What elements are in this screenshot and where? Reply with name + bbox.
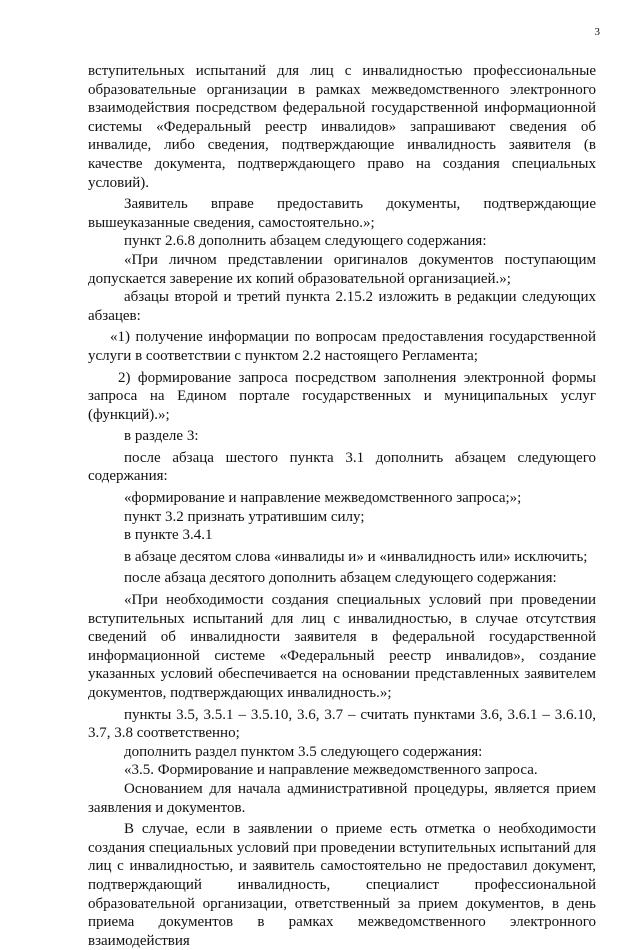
- paragraph: В случае, если в заявлении о приеме есть отметка о необходимости создания специальных условий при проведении вступительных испытаний для лиц с инвалидностью, и заявитель самостоятельно не предоставил документ, подтверждающий инвалидность, специалист профессиональной образовательной организации, ответственный за прием документов, в день приема документов в рамках межведомственного электронного взаимодействия: [88, 821, 596, 949]
- paragraph: «формирование и направление межведомственного запроса;»;: [124, 490, 522, 507]
- paragraph: дополнить раздел пунктом 3.5 следующего содержания:: [124, 743, 483, 760]
- paragraph: пункты 3.5, 3.5.1 – 3.5.10, 3.6, 3.7 – считать пунктами 3.6, 3.6.1 – 3.6.10, 3.7, 3.8 соответственно;: [88, 706, 596, 742]
- paragraph: «При личном представлении оригиналов документов поступающим допускается заверение их копий образовательной организацией.»;: [88, 251, 596, 287]
- paragraph: в разделе 3:: [124, 428, 199, 445]
- paragraph: Заявитель вправе предоставить документы, подтверждающие вышеуказанные сведения, самостоятельно.»;: [88, 196, 596, 231]
- paragraph: «3.5. Формирование и направление межведомственного запроса.: [124, 762, 538, 779]
- paragraph: «1) получение информации по вопросам предоставления государственной услуги в соответствии с пунктом 2.2 настоящего Регламента;: [88, 329, 596, 364]
- paragraph: в пункте 3.4.1: [124, 527, 213, 544]
- paragraph: абзацы второй и третий пункта 2.15.2 изложить в редакции следующих абзацев:: [88, 289, 596, 324]
- paragraph: вступительных испытаний для лиц с инвалидностью профессиональные образовательные организации в рамках межведомственного электронного взаимодействия посредством федеральной государственной информационной системы «Федеральный реестр инвалидов» запрашивают сведения об инвалиде, либо сведения, подтверждающие инвалидность заявителя (в качестве документа, подтверждающего право на создания специальных условий).: [88, 63, 596, 191]
- page-number: 3: [594, 26, 600, 38]
- paragraph: «При необходимости создания специальных условий при проведении вступительных испытаний для лиц с инвалидностью, в случае отсутствия сведений об инвалидности заявителя в федеральной государственной информационной системе «Федеральный реестр инвалидов», создание указанных условий обеспечивается на основании представленных заявителем документов, подтверждающих инвалидность.»;: [88, 592, 596, 701]
- paragraph: после абзаца шестого пункта 3.1 дополнить абзацем следующего содержания:: [88, 449, 596, 485]
- document-body: [88, 62, 596, 950]
- paragraph: Основанием для начала административной процедуры, является прием заявления и документов.: [88, 780, 596, 816]
- paragraph: в абзаце десятом слова «инвалиды и» и «инвалидность или» исключить;: [124, 548, 588, 565]
- paragraph: пункт 3.2 признать утратившим силу;: [124, 508, 365, 525]
- paragraph: пункт 2.6.8 дополнить абзацем следующего содержания:: [124, 233, 487, 250]
- paragraph: после абзаца десятого дополнить абзацем следующего содержания:: [124, 570, 557, 587]
- paragraph: 2) формирование запроса посредством заполнения электронной формы запроса на Едином портале государственных и муниципальных услуг (функций).»;: [88, 369, 596, 423]
